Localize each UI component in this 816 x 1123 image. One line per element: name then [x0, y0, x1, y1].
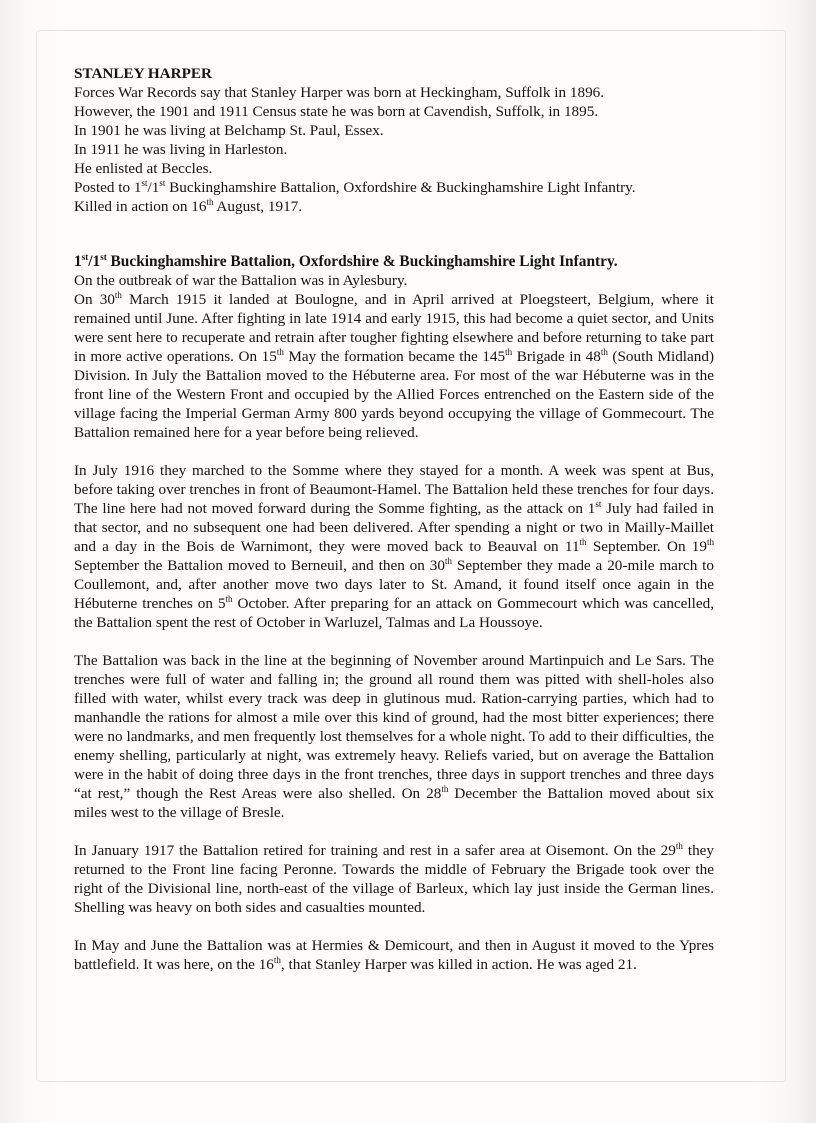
birth-record-line: Forces War Records say that Stanley Harper was born at Heckingham, Suffolk in 1896. — [74, 84, 605, 101]
paragraph-somme-1916: In July 1916 they marched to the Somme where they stayed for a month. A week was spent at Bus, before taking over trenches in front of Beaumont-Hamel. The Battalion held these trenches for four days. The line here had not moved forward during the Somme fighting, as the attack on 1st July had failed in that sector, and no subsequent one had been delivered. After spending a night or two in Mailly-Maillet and a day in the Bois de Warnimont, they were moved back to Beauval on 11th September. On 19th September the Battalion moved to Berneuil, and then on 30th September they made a 20-mile march to Coullemont, and, after another move two days later to St. Amand, it found itself once again in the Hébuterne trenches on 5th October. After preparing for an attack on Gommecourt which was cancelled, the Battalion spent the rest of October in Warluzel, Talmas and La Houssoye. — [74, 462, 715, 631]
biography-block — [74, 64, 714, 216]
paragraph-november-1916: The Battalion was back in the line at the beginning of November around Martinpuich and Le Sars. The trenches were full of water and falling in; the ground all round them was pitted with shell-holes also filled with water, whilst every track was deep in glutinous mud. Ration-carrying parties, which had to manhandle the rations for almost a mile over this kind of ground, had the most bitter experiences; there were no landmarks, and men frequently lost themselves for a whole night. To add to their difficulties, the enemy shelling, particularly at night, was extremely heavy. Reliefs varied, but on average the Battalion were in the habit of doing three days in the front trenches, three days in support trenches and three days “at rest,” though the Rest Areas were also shelled. On 28th December the Battalion moved about six miles west to the village of Bresle. — [74, 652, 714, 821]
paragraph-1915: On 30th March 1915 it landed at Boulogne, and in April arrived at Ploegsteert, Belgium, where it remained until June. After fighting in late 1914 and early 1915, this had become a quiet sector, and Units were sent here to recuperate and retrain after tougher fighting elsewhere and before returning to take part in more active operations. On 15th May the formation became the 145th Brigade in 48th (South Midland) Division. In July the Battalion moved to the Hébuterne area. For most of the war Hébuterne was in the front line of the Western Front and occupied by the Allied Forces entrenched on the Eastern side of the village facing the Imperial German Army 800 yards beyond occupying the village of Gommecourt. The Battalion remained here for a year before being relieved. — [74, 290, 715, 441]
census-line: However, the 1901 and 1911 Census state he was born at Cavendish, Suffolk, in 1895. — [74, 103, 599, 120]
residence-1911-line: In 1911 he was living in Harleston. — [74, 141, 288, 158]
enlistment-line: He enlisted at Beccles. — [74, 160, 213, 177]
paragraph-ypres-1917: In May and June the Battalion was at Hermies & Demicourt, and then in August it moved to the Ypres battlefield. It was here, on the 16th, that Stanley Harper was killed in action. He was aged 21. — [74, 937, 714, 973]
person-name-heading: STANLEY HARPER — [74, 65, 212, 82]
battalion-intro-line: On the outbreak of war the Battalion was in Aylesbury. — [74, 272, 408, 289]
battalion-heading: 1st/1st Buckinghamshire Battalion, Oxfordshire & Buckinghamshire Light Infantry. — [74, 252, 618, 270]
posting-line: Posted to 1st/1st Buckinghamshire Battalion, Oxfordshire & Buckinghamshire Light Infantry. — [74, 178, 636, 196]
document-body — [74, 64, 714, 974]
paragraph-january-1917: In January 1917 the Battalion retired for training and rest in a safer area at Oisemont. On the 29th they returned to the Front line facing Peronne. Towards the middle of February the Brigade took over the right of the Divisional line, north-east of the village of Barleux, which lay just inside the German lines. Shelling was heavy on both sides and casualties mounted. — [74, 841, 714, 916]
death-line: Killed in action on 16th August, 1917. — [74, 197, 303, 215]
residence-1901-line: In 1901 he was living at Belchamp St. Paul, Essex. — [74, 122, 384, 139]
